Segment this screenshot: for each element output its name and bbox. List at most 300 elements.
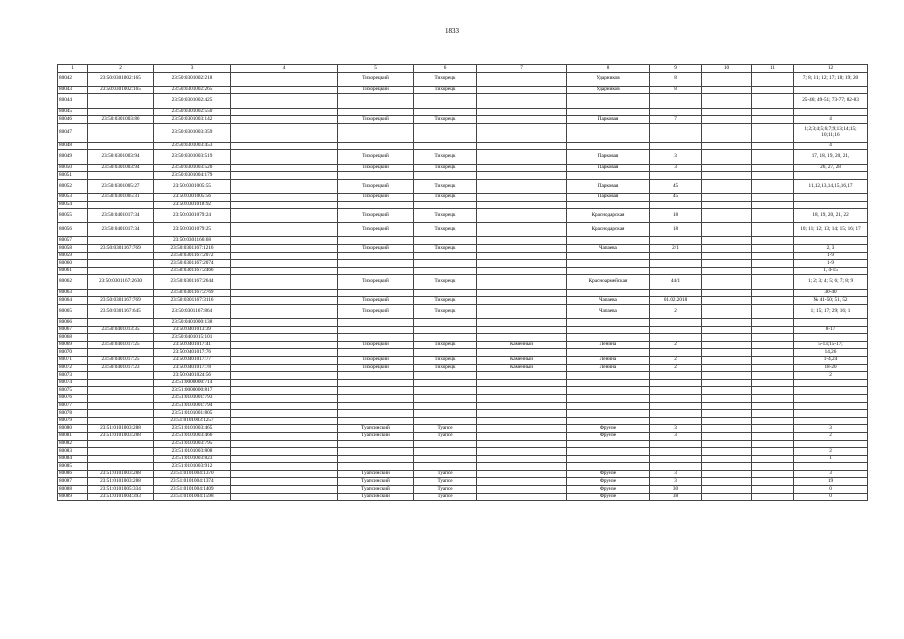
table-cell: 23:50:0301002:165 (88, 86, 154, 94)
table-cell: 23:50:0301167:2072 (154, 252, 231, 260)
table-cell: Парковая (567, 150, 650, 164)
table-cell (567, 326, 650, 334)
table-cell: 23:51:0101003:466 (154, 432, 231, 440)
table-cell (650, 289, 702, 297)
table-cell (338, 455, 414, 463)
table-cell (231, 237, 338, 245)
table-cell (567, 94, 650, 108)
table-cell (752, 193, 794, 201)
table-row (58, 394, 868, 402)
table-cell (702, 237, 752, 245)
table-cell: Тихорецк (414, 116, 477, 124)
table-cell (88, 410, 154, 418)
column-number-cell: 5 (338, 65, 414, 73)
table-cell: 1; 15; 17; 29; 16; 1 (794, 304, 868, 318)
table-cell: 23:50:0401017:25 (88, 341, 154, 349)
table-cell: 1-4,24 (794, 356, 868, 364)
table-cell (477, 297, 567, 305)
table-cell (477, 455, 567, 463)
table-cell (88, 440, 154, 448)
table-cell: 23:50:0401017:76 (154, 349, 231, 357)
table-cell (477, 304, 567, 318)
table-row (58, 245, 868, 253)
table-cell (702, 478, 752, 486)
page-number: 1833 (445, 27, 459, 35)
table-cell: Краснодарская (567, 223, 650, 237)
table-cell (414, 201, 477, 209)
table-cell (477, 275, 567, 289)
table-row (58, 470, 868, 478)
table-cell: Тихорецкий (338, 304, 414, 318)
table-cell (752, 223, 794, 237)
table-cell (702, 486, 752, 494)
table-cell (231, 297, 338, 305)
table-cell (702, 260, 752, 268)
table-cell (752, 201, 794, 209)
table-cell (752, 289, 794, 297)
table-cell: 2 (650, 364, 702, 372)
table-cell (231, 379, 338, 387)
table-cell (231, 440, 338, 448)
table-cell: 23:50:0401024:56 (154, 372, 231, 380)
table-cell (702, 94, 752, 108)
table-cell: 23:50:0301167:2074 (154, 260, 231, 268)
table-cell: Тихорецкий (338, 356, 414, 364)
table-cell (477, 372, 567, 380)
table-cell (477, 150, 567, 164)
table-cell (650, 334, 702, 342)
table-cell: 80042 (58, 72, 88, 86)
table-cell: 26, 27, 28 (794, 164, 868, 172)
table-cell (567, 402, 650, 410)
table-cell (338, 142, 414, 150)
table-cell (88, 108, 154, 116)
table-cell (477, 108, 567, 116)
table-cell (702, 245, 752, 253)
table-cell: 23:51:0101004:393 (88, 493, 154, 501)
table-cell (414, 252, 477, 260)
table-cell (231, 470, 338, 478)
table-cell: 23:51:0101005:334 (88, 486, 154, 494)
table-cell (231, 123, 338, 142)
table-cell (231, 387, 338, 395)
table-cell: 23:51:0101001:805 (154, 410, 231, 418)
table-cell: 23:51:0101003:808 (154, 448, 231, 456)
table-cell (702, 304, 752, 318)
table-cell (338, 319, 414, 327)
table-cell: Туапсе (414, 470, 477, 478)
table-cell (414, 237, 477, 245)
table-cell: Тихорецкий (338, 116, 414, 124)
table-cell: Ударников (567, 86, 650, 94)
table-cell: Туапсинский (338, 470, 414, 478)
table-cell: 23:50:0301167:2644 (154, 275, 231, 289)
table-cell (477, 394, 567, 402)
registry-table (57, 64, 868, 501)
table-cell: Тихорецк (414, 297, 477, 305)
table-cell (702, 356, 752, 364)
table-cell: Тихорецк (414, 356, 477, 364)
table-cell (88, 319, 154, 327)
table-row (58, 142, 868, 150)
table-cell: Фрунзе (567, 478, 650, 486)
table-cell: Каменный (477, 341, 567, 349)
table-cell: 80057 (58, 237, 88, 245)
table-cell (338, 267, 414, 275)
table-cell (702, 448, 752, 456)
table-cell (752, 123, 794, 142)
table-cell (752, 425, 794, 433)
table-cell (231, 252, 338, 260)
table-cell: 23:50:0301167:3116 (154, 297, 231, 305)
table-cell: 23:50:0301167:645 (88, 304, 154, 318)
table-cell: 23:50:0401017:34 (88, 223, 154, 237)
table-row (58, 164, 868, 172)
table-cell (231, 455, 338, 463)
table-cell (338, 334, 414, 342)
table-cell: Ленина (567, 364, 650, 372)
table-cell: Тихорецк (414, 179, 477, 193)
table-cell: 80049 (58, 150, 88, 164)
table-cell (414, 463, 477, 471)
table-cell: Парковая (567, 116, 650, 124)
table-cell: 23:50:0301079:24 (154, 209, 231, 223)
table-cell: 23:50:0301002:165 (88, 72, 154, 86)
table-cell (794, 172, 868, 180)
table-cell (702, 108, 752, 116)
table-cell: Туапсе (414, 493, 477, 501)
table-cell (752, 164, 794, 172)
table-cell: Тихорецк (414, 164, 477, 172)
table-cell (477, 289, 567, 297)
table-cell (338, 402, 414, 410)
table-cell (477, 417, 567, 425)
table-cell (477, 245, 567, 253)
table-cell (567, 440, 650, 448)
table-cell (702, 193, 752, 201)
table-cell: 23:51:0101003:288 (88, 425, 154, 433)
table-cell (752, 245, 794, 253)
table-cell (752, 410, 794, 418)
table-cell (88, 142, 154, 150)
table-cell (231, 341, 338, 349)
table-row (58, 463, 868, 471)
table-cell (752, 402, 794, 410)
table-cell (752, 179, 794, 193)
table-cell (752, 470, 794, 478)
table-row (58, 334, 868, 342)
table-cell (231, 201, 338, 209)
table-cell (650, 237, 702, 245)
table-cell (702, 142, 752, 150)
table-cell (88, 123, 154, 142)
table-cell (650, 394, 702, 402)
table-cell: Чапаева (567, 297, 650, 305)
table-row (58, 440, 868, 448)
table-cell (650, 267, 702, 275)
table-cell (88, 289, 154, 297)
column-number-cell: 6 (414, 65, 477, 73)
table-cell: 80072 (58, 364, 88, 372)
table-cell (794, 387, 868, 395)
table-cell (338, 201, 414, 209)
table-cell (414, 94, 477, 108)
table-cell (338, 394, 414, 402)
table-cell: Фрунзе (567, 425, 650, 433)
table-row (58, 455, 868, 463)
table-cell: 80064 (58, 297, 88, 305)
table-row (58, 108, 868, 116)
table-cell (414, 319, 477, 327)
table-cell: 23:51:0101004:1409 (154, 486, 231, 494)
table-cell (702, 275, 752, 289)
table-cell (338, 237, 414, 245)
table-cell (702, 463, 752, 471)
table-cell (794, 319, 868, 327)
table-cell: 23:50:0301167:2769 (154, 289, 231, 297)
table-cell: Парковая (567, 179, 650, 193)
table-cell: 23:50:0301167:2630 (88, 275, 154, 289)
table-cell: 23:50:0301003:520 (154, 164, 231, 172)
table-cell: Каменный (477, 364, 567, 372)
table-cell (231, 193, 338, 201)
table-cell: Тихорецкий (338, 275, 414, 289)
table-cell (338, 463, 414, 471)
table-cell (567, 123, 650, 142)
table-cell (477, 260, 567, 268)
table-cell (794, 417, 868, 425)
table-cell (752, 349, 794, 357)
table-cell: 23:50:0401017:23 (88, 364, 154, 372)
table-cell: 0 (794, 493, 868, 501)
table-cell (477, 379, 567, 387)
table-cell: Туапсинский (338, 486, 414, 494)
column-number-cell: 8 (567, 65, 650, 73)
table-cell: 1; 2; 3; 4; 5; 6; 7; 8; 9 (794, 275, 868, 289)
table-cell: Тихорецкий (338, 209, 414, 223)
table-cell (338, 448, 414, 456)
table-row (58, 304, 868, 318)
table-cell (414, 123, 477, 142)
table-cell (88, 463, 154, 471)
table-cell (477, 463, 567, 471)
table-cell (794, 193, 868, 201)
table-cell: 23:51:0101003:823 (154, 455, 231, 463)
table-cell (752, 116, 794, 124)
table-cell (231, 209, 338, 223)
table-cell: 80053 (58, 193, 88, 201)
table-cell (650, 252, 702, 260)
table-cell (702, 334, 752, 342)
table-cell (414, 440, 477, 448)
table-row (58, 209, 868, 223)
table-cell: Тихорецк (414, 341, 477, 349)
table-cell: 23:51:0101001:794 (154, 402, 231, 410)
table-cell (88, 260, 154, 268)
table-cell: Тихорецк (414, 86, 477, 94)
table-cell (414, 349, 477, 357)
table-cell: 80067 (58, 326, 88, 334)
column-number-cell: 3 (154, 65, 231, 73)
table-row (58, 349, 868, 357)
table-cell: 23:50:0301002:550 (154, 108, 231, 116)
table-cell: Тихорецк (414, 275, 477, 289)
table-cell (231, 319, 338, 327)
table-cell (794, 463, 868, 471)
table-row (58, 387, 868, 395)
table-cell: 23:50:0301018:92 (154, 201, 231, 209)
table-cell (231, 179, 338, 193)
table-cell (794, 402, 868, 410)
table-row (58, 172, 868, 180)
table-cell (702, 417, 752, 425)
table-cell (338, 326, 414, 334)
table-cell (338, 379, 414, 387)
table-cell (88, 379, 154, 387)
table-cell (702, 209, 752, 223)
table-cell (702, 289, 752, 297)
table-cell: 80080 (58, 425, 88, 433)
column-number-cell: 9 (650, 65, 702, 73)
table-cell (752, 394, 794, 402)
table-cell (567, 108, 650, 116)
table-cell (702, 425, 752, 433)
table-cell (231, 463, 338, 471)
table-cell (414, 108, 477, 116)
table-cell (477, 326, 567, 334)
table-cell (702, 150, 752, 164)
table-cell (338, 289, 414, 297)
table-cell: 80083 (58, 448, 88, 456)
table-cell (702, 379, 752, 387)
table-cell: 23:50:0301167:769 (88, 245, 154, 253)
table-row (58, 116, 868, 124)
table-cell: Тихорецкий (338, 86, 414, 94)
table-row (58, 319, 868, 327)
table-cell: 23:50:0301003:142 (154, 116, 231, 124)
table-cell: 23:50:0401013:39 (154, 326, 231, 334)
table-cell (650, 463, 702, 471)
table-cell: Туапсе (414, 486, 477, 494)
table-row (58, 267, 868, 275)
table-cell: Туапсинский (338, 478, 414, 486)
table-cell: 3 (650, 478, 702, 486)
table-cell (231, 223, 338, 237)
table-cell (338, 172, 414, 180)
table-cell (231, 364, 338, 372)
table-cell: Тихорецк (414, 245, 477, 253)
table-cell: 23:50:0401015:101 (154, 334, 231, 342)
table-cell (477, 123, 567, 142)
table-cell: Парковая (567, 193, 650, 201)
table-cell: 80058 (58, 245, 88, 253)
table-cell: 80081 (58, 432, 88, 440)
table-cell (794, 86, 868, 94)
table-cell (477, 402, 567, 410)
table-cell (231, 289, 338, 297)
table-cell: Тихорецкий (338, 179, 414, 193)
table-cell (231, 108, 338, 116)
table-row (58, 201, 868, 209)
table-cell (794, 440, 868, 448)
header-row (58, 65, 868, 73)
table-cell: 23:51:0000000:714 (154, 379, 231, 387)
table-row (58, 123, 868, 142)
table-cell (477, 349, 567, 357)
table-cell (650, 448, 702, 456)
table-cell: 18-20 (794, 364, 868, 372)
table-cell (752, 275, 794, 289)
table-cell (567, 237, 650, 245)
table-cell: Тихорецкий (338, 297, 414, 305)
table-cell: 23:50:0301167:2466 (154, 267, 231, 275)
table-cell (414, 394, 477, 402)
table-cell (752, 493, 794, 501)
table-cell (702, 455, 752, 463)
table-cell (567, 334, 650, 342)
table-cell: 23:51:0101001:793 (154, 394, 231, 402)
table-cell (702, 297, 752, 305)
table-cell (477, 193, 567, 201)
table-row (58, 179, 868, 193)
table-cell (231, 425, 338, 433)
table-cell (231, 116, 338, 124)
table-row (58, 372, 868, 380)
table-cell (794, 379, 868, 387)
table-cell (477, 201, 567, 209)
table-cell: 38 (650, 493, 702, 501)
table-cell: Каменный (477, 356, 567, 364)
table-cell (752, 356, 794, 364)
column-number-cell: 10 (702, 65, 752, 73)
table-cell (414, 455, 477, 463)
table-cell: Туапсинский (338, 425, 414, 433)
table-cell: Чапаева (567, 245, 650, 253)
table-row (58, 364, 868, 372)
table-cell (338, 349, 414, 357)
table-cell: 7; 8; 11; 12; 17; 18; 19; 20 (794, 72, 868, 86)
table-cell (88, 455, 154, 463)
table-cell: 23:50:0301005:31 (88, 193, 154, 201)
table-cell (88, 402, 154, 410)
table-cell (231, 172, 338, 180)
table-cell: 23:51:0101003:795 (154, 440, 231, 448)
table-cell: 23:50:0301003:453 (154, 142, 231, 150)
table-cell (702, 267, 752, 275)
table-cell: 1;2;3;4;5;6;7;9;13;14;15; 10;11;16 (794, 123, 868, 142)
table-cell (231, 493, 338, 501)
table-cell (88, 267, 154, 275)
column-number-cell: 1 (58, 65, 88, 73)
table-cell: 2, 3 (794, 245, 868, 253)
table-cell: 80074 (58, 379, 88, 387)
table-cell (702, 394, 752, 402)
table-cell (88, 448, 154, 456)
table-cell: Туапсинский (338, 493, 414, 501)
table-cell: 80054 (58, 201, 88, 209)
table-cell: 1-9 (794, 252, 868, 260)
table-cell (752, 448, 794, 456)
table-cell: 23:50:0301167:864 (154, 304, 231, 318)
table-cell: 80076 (58, 394, 88, 402)
table-cell: Тихорецкий (338, 223, 414, 237)
table-cell: 2 (650, 356, 702, 364)
table-cell: 2 (794, 372, 868, 380)
table-cell (477, 86, 567, 94)
table-row (58, 260, 868, 268)
table-cell (650, 108, 702, 116)
table-cell (702, 410, 752, 418)
